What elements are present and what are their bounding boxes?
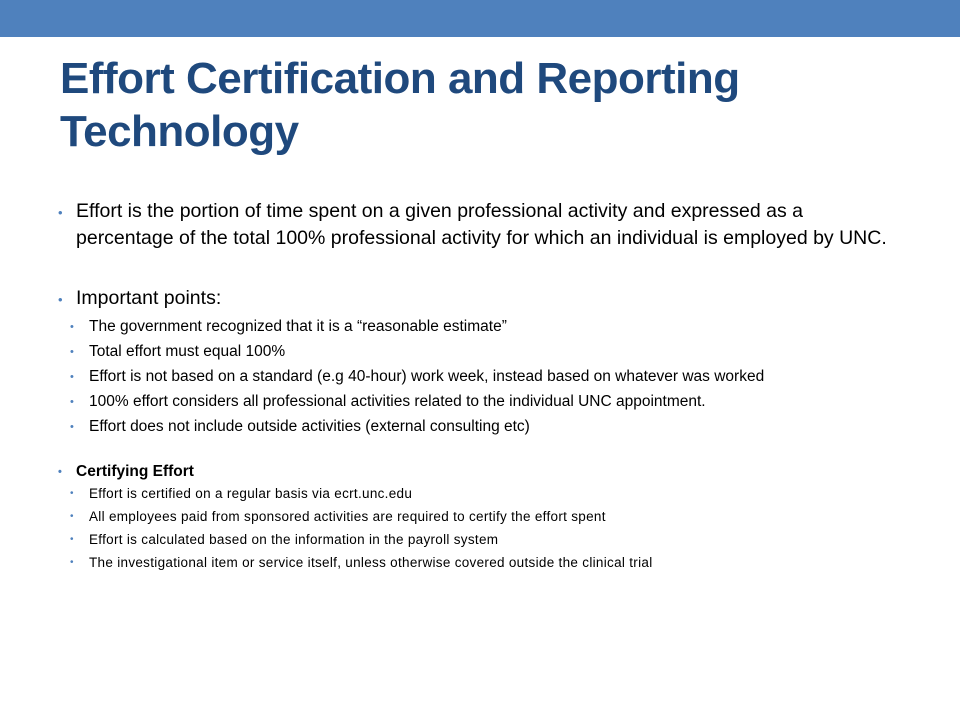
header-accent-bar xyxy=(0,0,960,37)
important-point-item xyxy=(58,394,888,410)
important-points-heading xyxy=(58,285,888,312)
bullet-icon: • xyxy=(70,511,74,522)
slide-title: Effort Certification and Reporting Technology xyxy=(60,54,740,156)
important-point-item xyxy=(58,419,888,435)
bullet-icon: • xyxy=(70,421,74,433)
certifying-text: Effort is calculated based on the information in the payroll system xyxy=(89,532,499,547)
bullet-icon: • xyxy=(58,466,62,478)
definition-text: Effort is the portion of time spent on a given professional activity and expressed as a percentage of the total 100% professional activity for which an individual is employed by UNC. xyxy=(76,200,887,249)
certifying-text: All employees paid from sponsored activities are required to certify the effort spent xyxy=(89,509,606,524)
bullet-icon: • xyxy=(70,371,74,383)
important-point-text: Effort does not include outside activities (external consulting etc) xyxy=(89,418,530,435)
certifying-item xyxy=(58,555,888,571)
certifying-label: Certifying Effort xyxy=(76,463,194,480)
bullet-icon: • xyxy=(70,534,74,545)
bullet-icon: • xyxy=(70,321,74,333)
certifying-text: The investigational item or service itself, unless otherwise covered outside the clinical trial xyxy=(89,555,653,570)
certifying-text: Effort is certified on a regular basis via ecrt.unc.edu xyxy=(89,486,413,501)
important-point-text: The government recognized that it is a “reasonable estimate” xyxy=(89,318,507,335)
important-point-text: 100% effort considers all professional activities related to the individual UNC appointment. xyxy=(89,393,706,410)
important-point-text: Effort is not based on a standard (e.g 40-hour) work week, instead based on whatever was worked xyxy=(89,368,765,385)
certifying-item xyxy=(58,509,888,525)
bullet-icon: • xyxy=(70,488,74,499)
important-point-item xyxy=(58,344,888,360)
bullet-icon: • xyxy=(58,205,63,220)
important-points-label: Important points: xyxy=(76,287,222,309)
important-point-item xyxy=(58,319,888,335)
certifying-item xyxy=(58,486,888,502)
slide-body xyxy=(58,198,888,571)
bullet-icon: • xyxy=(58,292,63,307)
bullet-icon: • xyxy=(70,557,74,568)
certifying-heading xyxy=(58,462,888,482)
important-point-item xyxy=(58,369,888,385)
bullet-icon: • xyxy=(70,346,74,358)
definition-bullet xyxy=(58,198,888,252)
certifying-item xyxy=(58,532,888,548)
important-point-text: Total effort must equal 100% xyxy=(89,343,286,360)
bullet-icon: • xyxy=(70,396,74,408)
